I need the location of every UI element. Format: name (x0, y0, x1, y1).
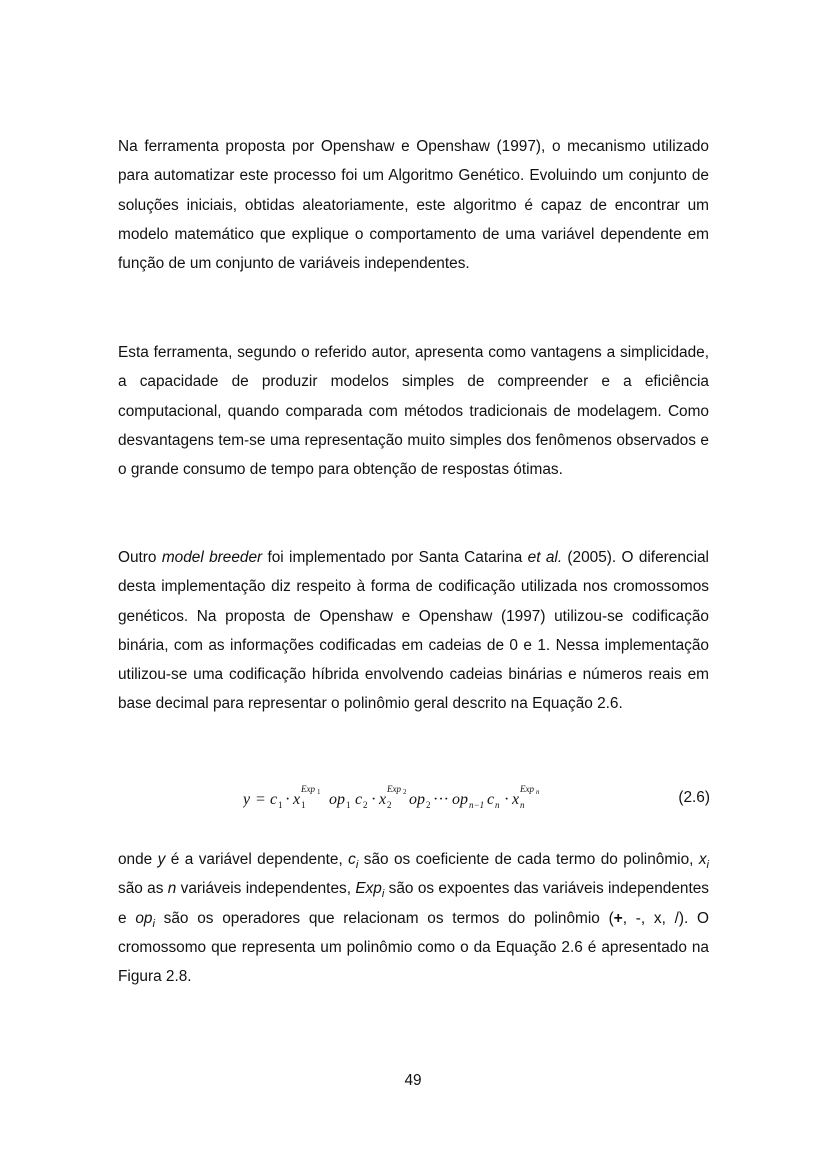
p4-var-x-sub: i (706, 859, 709, 872)
eq-dot-1: · (285, 791, 291, 808)
eq-cn-sub: n (495, 800, 500, 810)
p4-var-exp: Exp (355, 880, 382, 898)
eq-expn: Exp (520, 784, 534, 794)
eq-dot-2: · (371, 791, 377, 808)
p4-var-op: op (135, 909, 153, 927)
p4-text-h: , -, x, /). O cromossomo que representa um polinômio como o da Equação 2.6 é apresentado na Figura 2.8. (118, 909, 709, 986)
p4-var-x: x (698, 851, 707, 868)
paragraph-model-breeder (118, 543, 709, 719)
p4-var-n: n (167, 880, 177, 898)
eq-y: y (243, 791, 251, 808)
eq-x2: x (379, 791, 387, 808)
eq-exp1-sub: 1 (317, 788, 321, 796)
eq-exp2-sub: 2 (403, 788, 407, 796)
p3-et-al-italic: et al. (527, 549, 563, 566)
eq-expn-sub: n (536, 788, 540, 796)
eq-dot-3: · (504, 791, 510, 808)
p4-var-op-sub: i (152, 917, 155, 930)
paragraph-advantages: Esta ferramenta, segundo o referido autor, apresenta como vantagens a simplicidade, a capacidade de produzir modelos simples de compreender e a eficiência computacional, quando comparada com métodos tradicionais de modelagem. Como desvantagens tem-se uma representação muito simples dos fenômenos observados e o grande consumo de tempo para obtenção de respostas ótimas. (118, 344, 709, 479)
p4-var-c: c (348, 851, 356, 868)
eq-xn-sub: n (520, 800, 525, 810)
p3-text-e: (2005). O diferencial desta implementação diz respeito à forma de codificação utilizada nos cromossomos genéticos. Na proposta de Openshaw e Openshaw (1997) utilizou-se codificação binária, com as informações codificadas em cadeias de 0 e 1. Nessa implementação utilizou-se uma codificação híbrida envolvendo cadeias binárias e números reais em base decimal para representar o polinômio geral descrito na Equação 2.6. (118, 549, 709, 713)
p4-var-y: y (157, 851, 166, 868)
p3-text-c: foi implementado por Santa Catarina (262, 549, 528, 566)
eq-xn: x (512, 791, 520, 808)
eq-c1-sub: 1 (278, 800, 283, 810)
p4-text-g: são os operadores que relacionam os termos do polinômio ( (154, 909, 614, 927)
eq-opn-1: op (452, 791, 468, 808)
eq-op2: op (409, 791, 425, 808)
eq-equals: = (256, 791, 266, 808)
eq-c2: c (355, 791, 363, 808)
equation-number: (2.6) (678, 789, 710, 806)
eq-exp1: Exp (301, 784, 315, 794)
paragraph-openshaw-tool: Na ferramenta proposta por Openshaw e Openshaw (1997), o mecanismo utilizado para automatizar este processo foi um Algoritmo Genético. Evoluindo um conjunto de soluções iniciais, obtidas aleatoriamente, este algoritmo é capaz de encontrar um modelo matemático que explique o comportamento de uma variável dependente em função de um conjunto de variáveis independentes. (118, 138, 709, 273)
eq-cn: c (487, 791, 495, 808)
eq-opn-1-sub: n−1 (469, 800, 485, 810)
eq-x1: x (293, 791, 301, 808)
p4-text-c: são os coeficiente de cada termo do polinômio, (358, 851, 699, 868)
p4-text-b: é a variável dependente, (165, 851, 349, 868)
p4-plus-operator: + (613, 909, 623, 927)
equation-2-6 (243, 778, 583, 824)
eq-c2-sub: 2 (363, 800, 368, 810)
eq-op1-sub: 1 (346, 800, 351, 810)
eq-x2-sub: 2 (387, 800, 392, 810)
p4-text-d: são as (118, 880, 168, 898)
eq-x1-sub: 1 (301, 800, 306, 810)
p4-text-f: são os expoentes das variáveis independentes e (118, 880, 709, 927)
p4-text-e: variáveis independentes, (176, 880, 356, 898)
eq-exp2: Exp (387, 784, 401, 794)
eq-ellipsis: ··· (433, 791, 449, 808)
p3-text-a: Outro (118, 549, 162, 566)
p3-model-breeder-italic: model breeder (161, 549, 263, 566)
p4-text-a: onde (118, 851, 158, 868)
page-number: 49 (404, 1072, 422, 1089)
eq-op1: op (329, 791, 345, 808)
p4-var-exp-sub: i (381, 888, 385, 901)
paragraph-variable-definitions (118, 845, 709, 991)
eq-op2-sub: 2 (426, 800, 431, 810)
p4-var-c-sub: i (355, 859, 359, 872)
eq-c1: c (270, 791, 278, 808)
